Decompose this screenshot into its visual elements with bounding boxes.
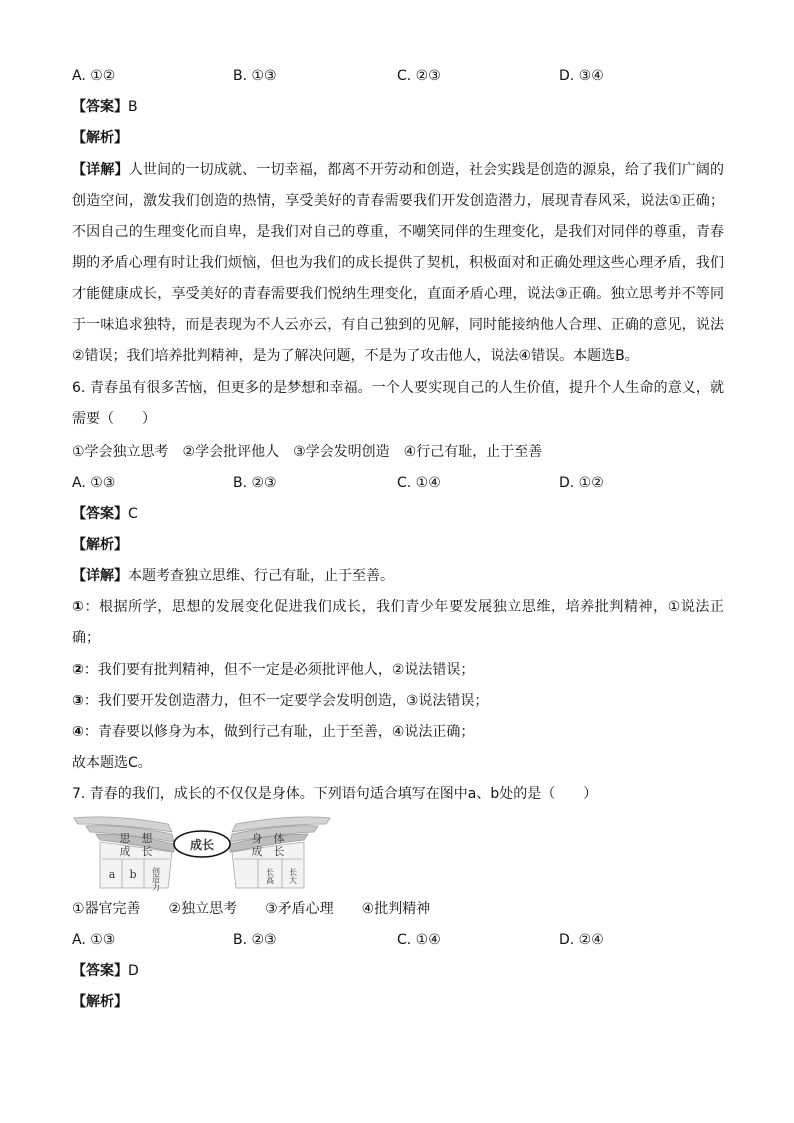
cell-big: 长大 xyxy=(288,868,298,884)
q6-stem: 6. 青春虽有很多苦恼，但更多的是梦想和幸福。一个人要实现自己的人生价值，提升个人生命的意义，就需要（ ） xyxy=(72,380,724,427)
q5-detail xyxy=(72,155,724,372)
q7-answer xyxy=(72,961,139,981)
q7-options xyxy=(72,930,732,950)
q5-option-a: A. ①② xyxy=(72,68,116,84)
cell-a: a xyxy=(108,868,116,881)
answer-tag: 【答案】 xyxy=(72,506,128,522)
q5-detail-text: 人世间的一切成就、一切幸福，都离不开劳动和创造，社会实践是创造的源泉，给了我们广阔的创造空间，激发我们创造的热情，享受美好的青春需要我们开发创造潜力，展现青春风采，说法①正确；不因自己的生理变化而自卑，是我们对自己的尊重，不嘲笑同伴的生理变化，是我们对同伴的尊重，青春期的矛盾心理有时让我们烦恼，但也为我们的成长提供了契机，积极面对和正确处理这些心理矛盾，我们才能健康成长，享受美好的青春需要我们悦纳生理变化，直面矛盾心理，说法③正确。独立思考并不等同于一味追求独特，而是表现为不人云亦云，有自己独到的见解，同时能接纳他人合理、正确的意见，说法②错误；我们培养批判精神，是为了解决问题，不是为了攻击他人，说法④错误。本题选B。 xyxy=(72,162,725,364)
wings-diagram xyxy=(72,812,332,892)
detail-tag: 【详解】 xyxy=(72,568,128,584)
q7-wings-figure xyxy=(72,812,332,892)
point-text: ：根据所学，思想的发展变化促进我们成长，我们青少年要发展独立思维，培养批判精神，①说法正确； xyxy=(72,599,724,646)
q7-analysis-tag: 【解析】 xyxy=(72,994,128,1010)
point-text: ：我们要开发创造潜力，但不一定要学会发明创造，③说法错误； xyxy=(83,693,489,709)
q6-point-4 xyxy=(72,722,474,742)
cell-tall: 长高 xyxy=(265,868,275,884)
q6-options xyxy=(72,473,732,493)
q6-option-a: A. ①③ xyxy=(72,475,116,491)
q5-options xyxy=(72,66,732,86)
answer-value: D xyxy=(128,963,139,979)
answer-value: B xyxy=(128,99,138,115)
q5-option-c: C. ②③ xyxy=(397,68,441,84)
right-title-2: 成 长 xyxy=(251,845,285,858)
q6-point-3 xyxy=(72,691,488,711)
q6-option-c: C. ①④ xyxy=(397,475,441,491)
answer-tag: 【答案】 xyxy=(72,963,128,979)
q6-option-d: D. ①② xyxy=(559,475,604,491)
left-title-1: 思 想 xyxy=(119,832,153,845)
right-title-1: 身 体 xyxy=(251,832,285,845)
q7-option-b: B. ②③ xyxy=(233,932,277,948)
answer-value: C xyxy=(128,506,138,522)
q6-option-b: B. ②③ xyxy=(233,475,277,491)
q5-option-d: D. ③④ xyxy=(559,68,604,84)
cell-create: 创造力 xyxy=(151,867,161,891)
q7-option-c: C. ①④ xyxy=(397,932,441,948)
left-title-2: 成 长 xyxy=(119,845,153,858)
q6-conclusion: 故本题选C。 xyxy=(72,755,152,771)
q6-point-1 xyxy=(72,592,724,654)
q5-analysis-tag: 【解析】 xyxy=(72,130,128,146)
q7-option-a: A. ①③ xyxy=(72,932,116,948)
point-text: ：青春要以修身为本，做到行己有耻，止于至善，④说法正确； xyxy=(83,724,475,740)
q7-stem: 7. 青春的我们，成长的不仅仅是身体。下列语句适合填写在图中a、b处的是（ ） xyxy=(72,786,598,802)
point-mark: ① xyxy=(72,599,85,615)
q6-analysis-tag: 【解析】 xyxy=(72,537,128,553)
answer-tag: 【答案】 xyxy=(72,99,128,115)
q6-detail-text: 本题考查独立思维、行己有耻，止于至善。 xyxy=(128,568,394,584)
q5-option-b: B. ①③ xyxy=(233,68,277,84)
q6-answer xyxy=(72,504,138,524)
cell-b: b xyxy=(129,868,137,881)
detail-tag: 【详解】 xyxy=(72,162,129,178)
q6-choices: ①学会独立思考 ②学会批评他人 ③学会发明创造 ④行己有耻，止于至善 xyxy=(72,444,543,460)
center-label: 成长 xyxy=(189,838,215,852)
q5-answer xyxy=(72,97,138,117)
q6-point-2 xyxy=(72,660,474,680)
q6-detail xyxy=(72,566,394,586)
point-text: ：我们要有批判精神，但不一定是必须批评他人，②说法错误； xyxy=(83,662,475,678)
q7-option-d: D. ②④ xyxy=(559,932,604,948)
q7-choices: ①器官完善 ②独立思考 ③矛盾心理 ④批判精神 xyxy=(72,901,431,917)
point-mark: ③ xyxy=(72,693,84,709)
point-mark: ② xyxy=(72,662,84,678)
point-mark: ④ xyxy=(72,724,84,740)
